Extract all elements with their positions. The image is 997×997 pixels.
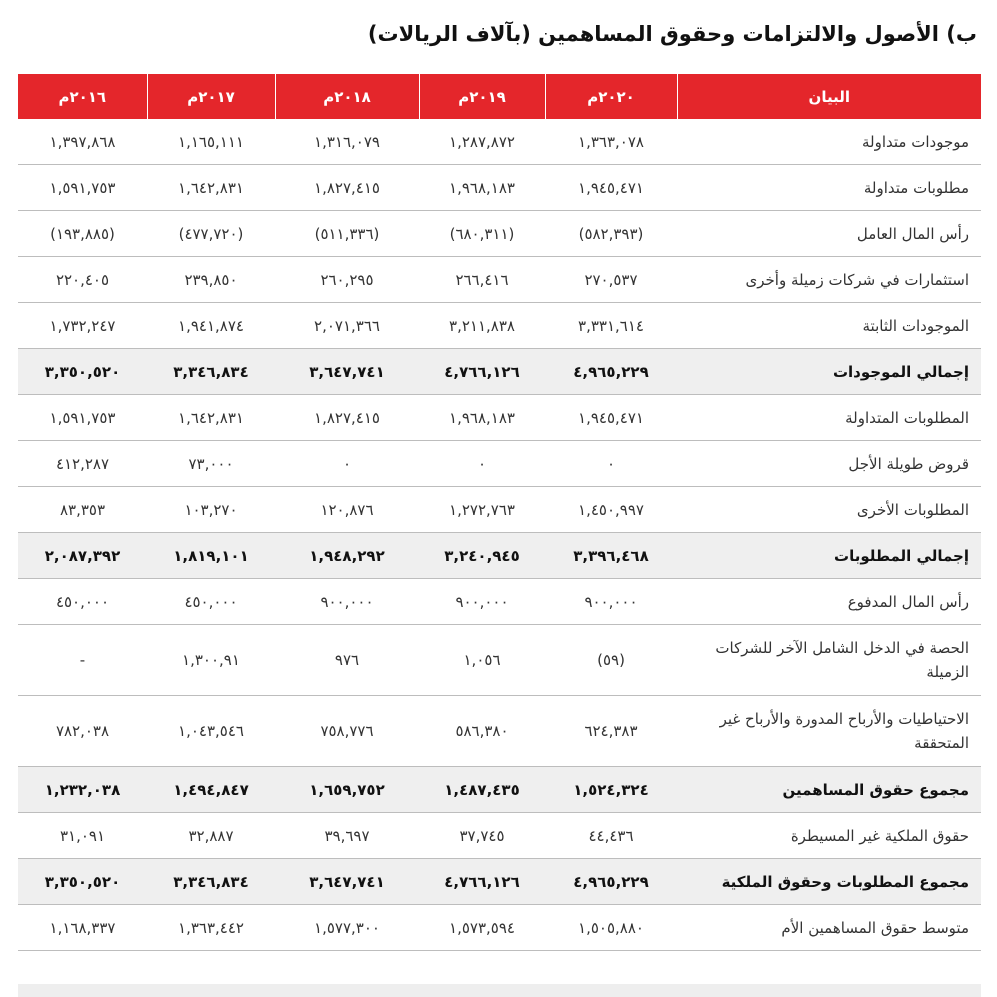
value-cell: ٧٣,٠٠٠ — [147, 441, 275, 487]
value-cell: ٣٩,٦٩٧ — [275, 813, 419, 859]
value-cell: ١,٩٤٥,٤٧١ — [545, 165, 677, 211]
value-cell: (٤٧٧,٧٢٠) — [147, 211, 275, 257]
value-cell: ١,٥٢٤,٣٢٤ — [545, 767, 677, 813]
value-cell: ١,٩٤٨,٢٩٢ — [275, 533, 419, 579]
row-label: متوسط حقوق المساهمين الأم — [677, 905, 981, 951]
value-cell: ٠ — [419, 441, 545, 487]
value-cell: ١,٣٠٠,٩١ — [147, 625, 275, 696]
row-label: المطلوبات الأخرى — [677, 487, 981, 533]
value-cell: ٢٦٠,٢٩٥ — [275, 257, 419, 303]
table-row — [18, 579, 981, 625]
value-cell: ٢,٠٧١,٣٦٦ — [275, 303, 419, 349]
value-cell: ٤٥٠,٠٠٠ — [147, 579, 275, 625]
value-cell: ١,٣٦٣,٠٧٨ — [545, 119, 677, 165]
value-cell: ١,٤٥٠,٩٩٧ — [545, 487, 677, 533]
header-label-cell: البيان — [677, 74, 981, 119]
value-cell: ١,٢٧٢,٧٦٣ — [419, 487, 545, 533]
value-cell: ١,٥٠٥,٨٨٠ — [545, 905, 677, 951]
header-year-2019: ٢٠١٩م — [419, 74, 545, 119]
value-cell: ٣١,٠٩١ — [18, 813, 147, 859]
row-label: الموجودات الثابتة — [677, 303, 981, 349]
value-cell: ١,٩٦٨,١٨٣ — [419, 395, 545, 441]
table-row — [18, 257, 981, 303]
value-cell: ٣,٣٥٠,٥٢٠ — [18, 349, 147, 395]
value-cell: ١,٠٤٣,٥٤٦ — [147, 696, 275, 767]
value-cell: (١٩٣,٨٨٥) — [18, 211, 147, 257]
value-cell: ١,٥٧٣,٥٩٤ — [419, 905, 545, 951]
value-cell: (٥٨٢,٣٩٣) — [545, 211, 677, 257]
value-cell: ٤,٧٦٦,١٢٦ — [419, 859, 545, 905]
value-cell: ٤,٧٦٦,١٢٦ — [419, 349, 545, 395]
value-cell: ١,٢٨٧,٨٧٢ — [419, 119, 545, 165]
value-cell: ٣,٦٤٧,٧٤١ — [275, 349, 419, 395]
value-cell: ١٢٠,٨٧٦ — [275, 487, 419, 533]
header-row — [18, 74, 981, 119]
value-cell: ١,٩٤١,٨٧٤ — [147, 303, 275, 349]
value-cell: ٧٨٢,٠٣٨ — [18, 696, 147, 767]
value-cell: ٣,٣٣١,٦١٤ — [545, 303, 677, 349]
value-cell: ٣,٣٩٦,٤٦٨ — [545, 533, 677, 579]
value-cell: ١,٥٧٧,٣٠٠ — [275, 905, 419, 951]
table-row — [18, 905, 981, 951]
table-row — [18, 211, 981, 257]
table-row — [18, 487, 981, 533]
value-cell: ٤١٢,٢٨٧ — [18, 441, 147, 487]
table-row — [18, 696, 981, 767]
value-cell: ١,٦٤٢,٨٣١ — [147, 395, 275, 441]
value-cell: ٢٢٠,٤٠٥ — [18, 257, 147, 303]
value-cell: ١,٧٣٢,٢٤٧ — [18, 303, 147, 349]
row-label: موجودات متداولة — [677, 119, 981, 165]
value-cell: ٤,٩٦٥,٢٢٩ — [545, 859, 677, 905]
table-row — [18, 395, 981, 441]
value-cell: ٣,٣٤٦,٨٣٤ — [147, 859, 275, 905]
value-cell: ١,٣٦٣,٤٤٢ — [147, 905, 275, 951]
row-label: إجمالي الموجودات — [677, 349, 981, 395]
value-cell: ٢٧٠,٥٣٧ — [545, 257, 677, 303]
table-total-row — [18, 767, 981, 813]
value-cell: ٢٣٩,٨٥٠ — [147, 257, 275, 303]
value-cell: ١,٨٢٧,٤١٥ — [275, 165, 419, 211]
value-cell: ١,٠٥٦ — [419, 625, 545, 696]
value-cell: ٤,٩٦٥,٢٢٩ — [545, 349, 677, 395]
value-cell: ٥٨٦,٣٨٠ — [419, 696, 545, 767]
financial-table — [18, 74, 981, 951]
value-cell: ١,٩٦٨,١٨٣ — [419, 165, 545, 211]
value-cell: ١,٣١٦,٠٧٩ — [275, 119, 419, 165]
value-cell: ١,١٦٨,٣٣٧ — [18, 905, 147, 951]
value-cell: ٣٧,٧٤٥ — [419, 813, 545, 859]
row-label: مجموع حقوق المساهمين — [677, 767, 981, 813]
header-year-2020: ٢٠٢٠م — [545, 74, 677, 119]
value-cell: (٥٩) — [545, 625, 677, 696]
value-cell: ٩٠٠,٠٠٠ — [545, 579, 677, 625]
table-total-row — [18, 533, 981, 579]
row-label: إجمالي المطلوبات — [677, 533, 981, 579]
value-cell: ١٠٣,٢٧٠ — [147, 487, 275, 533]
value-cell: ٤٤,٤٣٦ — [545, 813, 677, 859]
table-header — [18, 74, 981, 119]
value-cell: ٠ — [545, 441, 677, 487]
footer-bar — [18, 984, 981, 997]
value-cell: ٣٢,٨٨٧ — [147, 813, 275, 859]
value-cell: ١,١٦٥,١١١ — [147, 119, 275, 165]
row-label: استثمارات في شركات زميلة وأخرى — [677, 257, 981, 303]
value-cell: ٣,٢٤٠,٩٤٥ — [419, 533, 545, 579]
header-year-2016: ٢٠١٦م — [18, 74, 147, 119]
table-row — [18, 441, 981, 487]
value-cell: ٣,٢١١,٨٣٨ — [419, 303, 545, 349]
value-cell: ١,٨١٩,١٠١ — [147, 533, 275, 579]
value-cell: ١,٦٤٢,٨٣١ — [147, 165, 275, 211]
value-cell: ٣,٦٤٧,٧٤١ — [275, 859, 419, 905]
row-label: رأس المال المدفوع — [677, 579, 981, 625]
value-cell: ٦٢٤,٣٨٣ — [545, 696, 677, 767]
table-row — [18, 165, 981, 211]
table-body — [18, 119, 981, 951]
row-label: حقوق الملكية غير المسيطرة — [677, 813, 981, 859]
value-cell: ٩٠٠,٠٠٠ — [419, 579, 545, 625]
row-label: قروض طويلة الأجل — [677, 441, 981, 487]
value-cell: ٤٥٠,٠٠٠ — [18, 579, 147, 625]
value-cell: ١,٤٩٤,٨٤٧ — [147, 767, 275, 813]
section-title: ب) الأصول والالتزامات وحقوق المساهمين (بآلاف الريالات) — [367, 22, 977, 46]
header-year-2017: ٢٠١٧م — [147, 74, 275, 119]
value-cell: (٥١١,٣٣٦) — [275, 211, 419, 257]
value-cell: (٦٨٠,٣١١) — [419, 211, 545, 257]
value-cell: ٩٠٠,٠٠٠ — [275, 579, 419, 625]
row-label: الحصة في الدخل الشامل الآخر للشركات الزميلة — [677, 625, 981, 696]
value-cell: ٣,٣٤٦,٨٣٤ — [147, 349, 275, 395]
row-label: مجموع المطلوبات وحقوق الملكية — [677, 859, 981, 905]
value-cell: ١,٥٩١,٧٥٣ — [18, 165, 147, 211]
row-label: مطلوبات متداولة — [677, 165, 981, 211]
table-row — [18, 119, 981, 165]
value-cell: ٢٦٦,٤١٦ — [419, 257, 545, 303]
value-cell: ٧٥٨,٧٧٦ — [275, 696, 419, 767]
row-label: رأس المال العامل — [677, 211, 981, 257]
table-row — [18, 813, 981, 859]
value-cell: ١,٥٩١,٧٥٣ — [18, 395, 147, 441]
value-cell: ١,٢٣٢,٠٣٨ — [18, 767, 147, 813]
value-cell: - — [18, 625, 147, 696]
header-year-2018: ٢٠١٨م — [275, 74, 419, 119]
row-label: المطلوبات المتداولة — [677, 395, 981, 441]
value-cell: ٠ — [275, 441, 419, 487]
value-cell: ١,٣٩٧,٨٦٨ — [18, 119, 147, 165]
value-cell: ١,٨٢٧,٤١٥ — [275, 395, 419, 441]
table-row — [18, 303, 981, 349]
value-cell: ١,٦٥٩,٧٥٢ — [275, 767, 419, 813]
table-total-row — [18, 859, 981, 905]
value-cell: ١,٩٤٥,٤٧١ — [545, 395, 677, 441]
table-row — [18, 625, 981, 696]
value-cell: ٢,٠٨٧,٣٩٢ — [18, 533, 147, 579]
value-cell: ٩٧٦ — [275, 625, 419, 696]
value-cell: ٨٣,٣٥٣ — [18, 487, 147, 533]
value-cell: ٣,٣٥٠,٥٢٠ — [18, 859, 147, 905]
row-label: الاحتياطيات والأرباح المدورة والأرباح غير المتحققة — [677, 696, 981, 767]
value-cell: ١,٤٨٧,٤٣٥ — [419, 767, 545, 813]
table-total-row — [18, 349, 981, 395]
